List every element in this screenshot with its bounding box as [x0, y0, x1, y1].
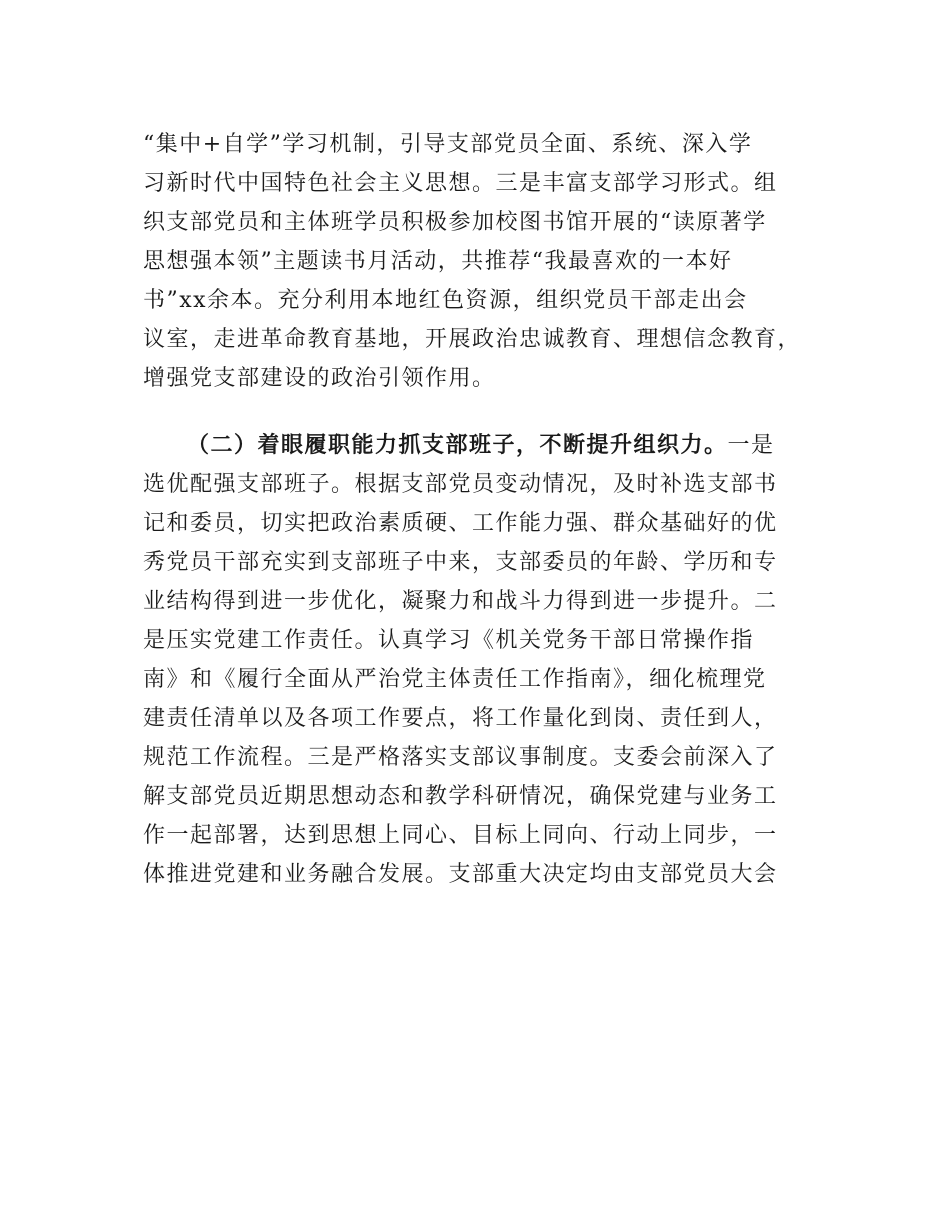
text-line: 规范工作流程。三是严格落实支部议事制度。支委会前深入了	[143, 745, 778, 770]
heading-line-continuation: 一是	[727, 433, 775, 458]
text-line: 业结构得到进一步优化，凝聚力和战斗力得到进一步提升。二	[143, 589, 778, 614]
section-heading: （二）着眼履职能力抓支部班子，不断提升组织力。	[187, 432, 728, 458]
section-heading-line	[143, 426, 823, 465]
text-line: 解支部党员近期思想动态和教学科研情况，确保党建与业务工	[143, 784, 778, 809]
text-line: 习新时代中国特色社会主义思想。三是丰富支部学习形式。组	[143, 171, 778, 196]
text-line: “集中+自学”学习机制，引导支部党员全面、系统、深入学	[143, 132, 753, 157]
text-line: 议室，走进革命教育基地，开展政治忠诚教育、理想信念教育，	[143, 327, 802, 352]
text-line: 选优配强支部班子。根据支部党员变动情况，及时补选支部书	[143, 472, 778, 497]
text-line: 建责任清单以及各项工作要点，将工作量化到岗、责任到人，	[143, 706, 778, 731]
text-line: 织支部党员和主体班学员积极参加校图书馆开展的“读原著学	[143, 210, 767, 235]
paragraph-study-mechanism	[143, 125, 823, 398]
text-line: 记和委员，切实把政治素质硬、工作能力强、群众基础好的优	[143, 511, 778, 536]
text-line: 南》和《履行全面从严治党主体责任工作指南》，细化梳理党	[143, 667, 767, 692]
text-line: 增强党支部建设的政治引领作用。	[143, 366, 496, 391]
text-line: 作一起部署，达到思想上同心、目标上同向、行动上同步，一	[143, 823, 778, 848]
paragraph-spacer	[143, 398, 823, 426]
text-line: 书”xx余本。充分利用本地红色资源，组织党员干部走出会	[143, 288, 748, 313]
text-line: 体推进党建和业务融合发展。支部重大决定均由支部党员大会	[143, 862, 778, 887]
paragraph-branch-team	[143, 426, 823, 894]
text-line: 是压实党建工作责任。认真学习《机关党务干部日常操作指	[143, 628, 755, 653]
text-line: 秀党员干部充实到支部班子中来，支部委员的年龄、学历和专	[143, 550, 778, 575]
document-body	[143, 125, 823, 894]
text-line: 思想强本领”主题读书月活动，共推荐“我最喜欢的一本好	[143, 249, 733, 274]
